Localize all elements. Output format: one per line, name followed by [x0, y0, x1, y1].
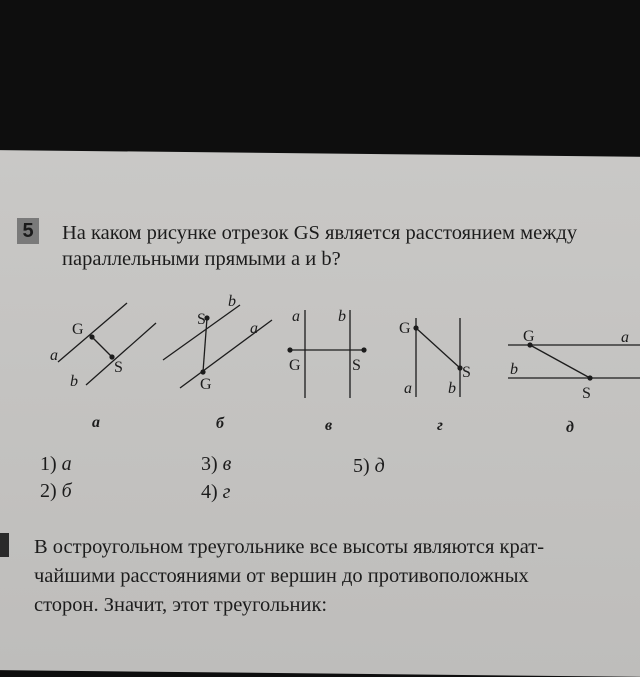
fig-g-point-g: [413, 325, 418, 330]
fig-a-label-g: G: [72, 321, 84, 338]
fig-v-label-g: G: [289, 357, 301, 374]
fig-g-label-b: b: [448, 380, 456, 397]
fig-caption-b: б: [216, 415, 224, 432]
question5-line1: На каком рисунке отрезок GS является расстоянием между: [62, 222, 578, 244]
question6-marker: [0, 533, 9, 557]
fig-a-label-b: b: [70, 373, 78, 390]
question-number: 5: [17, 218, 39, 244]
fig-v-label-b: b: [338, 308, 346, 325]
fig-v-point-s: [361, 347, 366, 352]
fig-a-segment-gs: [92, 337, 112, 357]
fig-b-label-g: G: [200, 376, 212, 393]
fig-g-label-s: S: [462, 364, 471, 381]
fig-g-label-a: a: [404, 380, 412, 397]
fig-caption-d: д: [566, 419, 574, 436]
question6-line2: чайшими расстояниями от вершин до противоположных: [34, 565, 529, 587]
fig-d-segment-gs: [530, 345, 590, 378]
fig-b-line-a: [180, 320, 272, 388]
fig-v-label-a: a: [292, 308, 300, 325]
answer-2: 2) б: [40, 480, 72, 502]
fig-d-label-a: a: [621, 329, 629, 346]
fig-v-label-s: S: [352, 357, 361, 374]
question6-line3: сторон. Значит, этот треугольник:: [34, 594, 328, 616]
answer-4: 4) г: [201, 481, 231, 503]
fig-caption-g: г: [437, 417, 443, 434]
fig-a-line-a: [58, 303, 127, 362]
fig-caption-a: а: [92, 414, 100, 431]
fig-v-point-g: [287, 347, 292, 352]
question6-line1: В остроугольном треугольнике все высоты являются крат-: [34, 536, 545, 558]
answer-5: 5) д: [353, 455, 385, 477]
answer-3: 3) в: [201, 453, 232, 475]
fig-b-point-g: [200, 369, 205, 374]
fig-d-label-g: G: [523, 328, 535, 345]
question5-line2: параллельными прямыми a и b?: [62, 248, 341, 270]
fig-b-label-s: S: [197, 311, 206, 328]
fig-a-label-s: S: [114, 359, 123, 376]
fig-d-label-b: b: [510, 361, 518, 378]
fig-d-point-s: [587, 375, 592, 380]
fig-b-label-a: a: [250, 320, 258, 337]
answer-1: 1) а: [40, 453, 72, 475]
fig-caption-v: в: [325, 417, 333, 434]
fig-g-label-g: G: [399, 320, 411, 337]
fig-a-label-a: a: [50, 347, 58, 364]
fig-b-label-b: b: [228, 293, 236, 310]
fig-a-point-g: [89, 334, 94, 339]
fig-d-label-s: S: [582, 385, 591, 402]
fig-g-segment-gs: [416, 328, 460, 368]
